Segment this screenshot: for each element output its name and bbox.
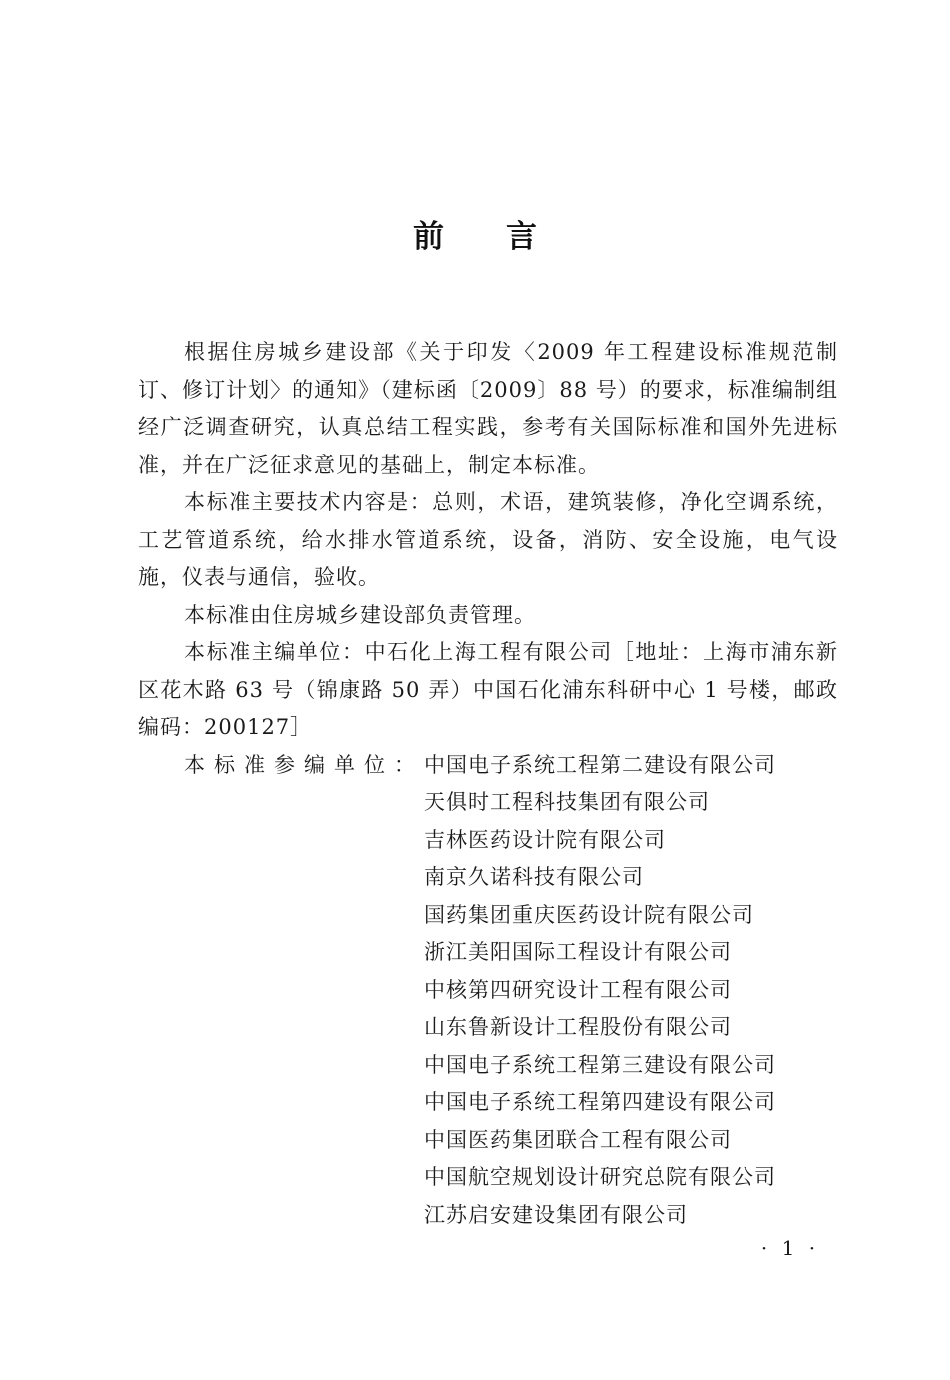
paragraph-chief-editor-unit: 本标准主编单位：中石化上海工程有限公司［地址：上海市浦东新区花木路 63 号（锦康路 50 弄）中国石化浦东科研中心 1 号楼，邮政编码：200127］ [138, 640, 838, 739]
participating-unit: 中国电子系统工程第二建设有限公司 [424, 752, 776, 777]
page-title: 前言 [413, 219, 599, 255]
participating-unit: 中国航空规划设计研究总院有限公司 [424, 1165, 776, 1189]
participating-unit: 山东鲁新设计工程股份有限公司 [424, 1015, 732, 1039]
participating-unit: 江苏启安建设集团有限公司 [424, 1202, 688, 1227]
paragraph-technical-content: 本标准主要技术内容是：总则，术语，建筑装修，净化空调系统，工艺管道系统，给水排水管道系统，设备，消防、安全设施，电气设施，仪表与通信，验收。 [138, 490, 838, 589]
participating-unit: 中核第四研究设计工程有限公司 [424, 977, 732, 1002]
participating-units-label [138, 747, 424, 785]
participating-unit: 中国电子系统工程第三建设有限公司 [424, 1052, 776, 1077]
participating-unit: 中国医药集团联合工程有限公司 [424, 1127, 732, 1152]
participating-unit: 南京久诺科技有限公司 [424, 865, 644, 889]
label-colon: ： [394, 752, 415, 777]
paragraph-basis: 根据住房城乡建设部《关于印发〈2009 年工程建设标准规范制订、修订计划〉的通知》（建标函〔2009〕88 号）的要求，标准编制组经广泛调查研究，认真总结工程实践，参考有关国际标准和国外先进标准，并在广泛征求意见的基础上，制定本标准。 [138, 340, 838, 477]
participating-units-heading [138, 747, 838, 785]
participating-unit: 中国电子系统工程第四建设有限公司 [424, 1090, 776, 1114]
participating-unit: 浙江美阳国际工程设计有限公司 [424, 940, 732, 964]
participating-unit: 天俱时工程科技集团有限公司 [424, 790, 710, 814]
page-number: · 1 · [760, 1236, 820, 1260]
preface-body [138, 334, 838, 1234]
participating-unit: 国药集团重庆医药设计院有限公司 [424, 902, 754, 927]
participating-units-label-text: 本标准参编单位 [184, 752, 394, 777]
participating-units-list [138, 784, 838, 1234]
paragraph-management: 本标准由住房城乡建设部负责管理。 [184, 602, 536, 627]
participating-unit: 吉林医药设计院有限公司 [424, 827, 666, 852]
